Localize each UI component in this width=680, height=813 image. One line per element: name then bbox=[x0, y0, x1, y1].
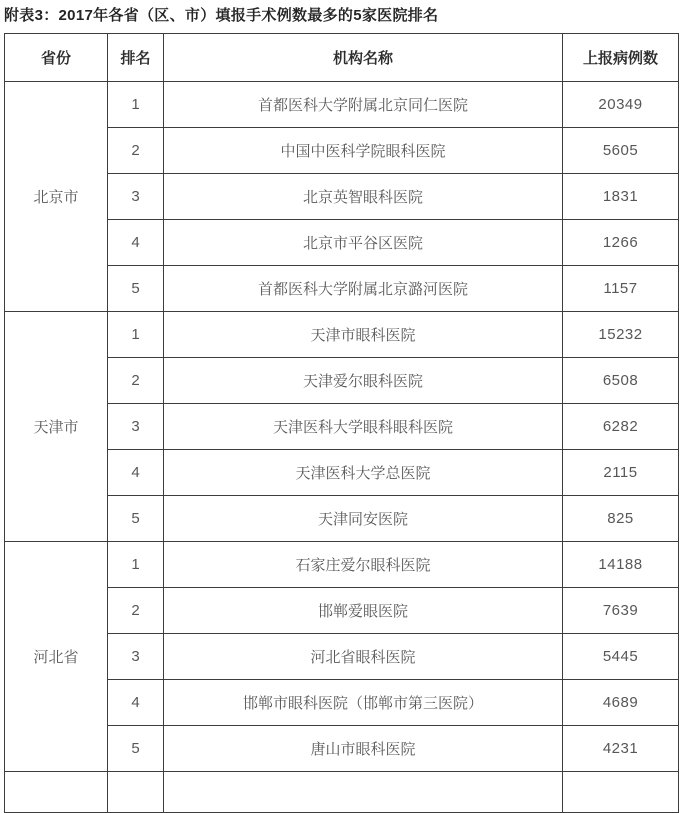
rank-cell: 3 bbox=[108, 174, 164, 220]
rank-cell: 5 bbox=[108, 496, 164, 542]
col-header-cases: 上报病例数 bbox=[563, 34, 679, 82]
institution-cell: 唐山市眼科医院 bbox=[164, 726, 563, 772]
rank-cell: 3 bbox=[108, 404, 164, 450]
table-header-row bbox=[5, 34, 679, 82]
cases-cell: 4689 bbox=[563, 680, 679, 726]
col-header-institution: 机构名称 bbox=[164, 34, 563, 82]
empty-cell bbox=[108, 772, 164, 813]
institution-cell: 北京英智眼科医院 bbox=[164, 174, 563, 220]
cases-cell: 1831 bbox=[563, 174, 679, 220]
cases-cell: 1266 bbox=[563, 220, 679, 266]
rank-cell: 1 bbox=[108, 82, 164, 128]
cases-cell: 5605 bbox=[563, 128, 679, 174]
rank-cell: 4 bbox=[108, 220, 164, 266]
cases-cell: 1157 bbox=[563, 266, 679, 312]
province-cell: 北京市 bbox=[5, 82, 108, 312]
col-header-rank: 排名 bbox=[108, 34, 164, 82]
col-header-province: 省份 bbox=[5, 34, 108, 82]
institution-cell: 首都医科大学附属北京同仁医院 bbox=[164, 82, 563, 128]
rank-cell: 5 bbox=[108, 266, 164, 312]
rank-cell: 1 bbox=[108, 312, 164, 358]
cases-cell: 15232 bbox=[563, 312, 679, 358]
rank-cell: 1 bbox=[108, 542, 164, 588]
rank-cell: 2 bbox=[108, 358, 164, 404]
cases-cell: 4231 bbox=[563, 726, 679, 772]
hospital-ranking-table bbox=[4, 33, 679, 813]
empty-cell bbox=[563, 772, 679, 813]
rank-cell: 4 bbox=[108, 450, 164, 496]
cases-cell: 20349 bbox=[563, 82, 679, 128]
institution-cell: 邯郸爱眼医院 bbox=[164, 588, 563, 634]
partial-next-group-row bbox=[5, 772, 679, 813]
institution-cell: 天津爱尔眼科医院 bbox=[164, 358, 563, 404]
institution-cell: 中国中医科学院眼科医院 bbox=[164, 128, 563, 174]
rank-cell: 4 bbox=[108, 680, 164, 726]
institution-cell: 河北省眼科医院 bbox=[164, 634, 563, 680]
cases-cell: 2115 bbox=[563, 450, 679, 496]
cases-cell: 7639 bbox=[563, 588, 679, 634]
empty-cell bbox=[5, 772, 108, 813]
table-row bbox=[5, 542, 679, 588]
rank-cell: 2 bbox=[108, 128, 164, 174]
cases-cell: 825 bbox=[563, 496, 679, 542]
table-row bbox=[5, 82, 679, 128]
page-title: 附表3：2017年各省（区、市）填报手术例数最多的5家医院排名 bbox=[4, 7, 439, 24]
province-cell: 河北省 bbox=[5, 542, 108, 772]
province-cell: 天津市 bbox=[5, 312, 108, 542]
institution-cell: 天津市眼科医院 bbox=[164, 312, 563, 358]
institution-cell: 天津同安医院 bbox=[164, 496, 563, 542]
empty-cell bbox=[164, 772, 563, 813]
table-row bbox=[5, 312, 679, 358]
cases-cell: 14188 bbox=[563, 542, 679, 588]
institution-cell: 天津医科大学总医院 bbox=[164, 450, 563, 496]
institution-cell: 天津医科大学眼科眼科医院 bbox=[164, 404, 563, 450]
cases-cell: 5445 bbox=[563, 634, 679, 680]
table-body bbox=[5, 82, 679, 813]
institution-cell: 邯郸市眼科医院（邯郸市第三医院） bbox=[164, 680, 563, 726]
cases-cell: 6282 bbox=[563, 404, 679, 450]
institution-cell: 首都医科大学附属北京潞河医院 bbox=[164, 266, 563, 312]
rank-cell: 3 bbox=[108, 634, 164, 680]
rank-cell: 5 bbox=[108, 726, 164, 772]
institution-cell: 北京市平谷区医院 bbox=[164, 220, 563, 266]
institution-cell: 石家庄爱尔眼科医院 bbox=[164, 542, 563, 588]
cases-cell: 6508 bbox=[563, 358, 679, 404]
rank-cell: 2 bbox=[108, 588, 164, 634]
